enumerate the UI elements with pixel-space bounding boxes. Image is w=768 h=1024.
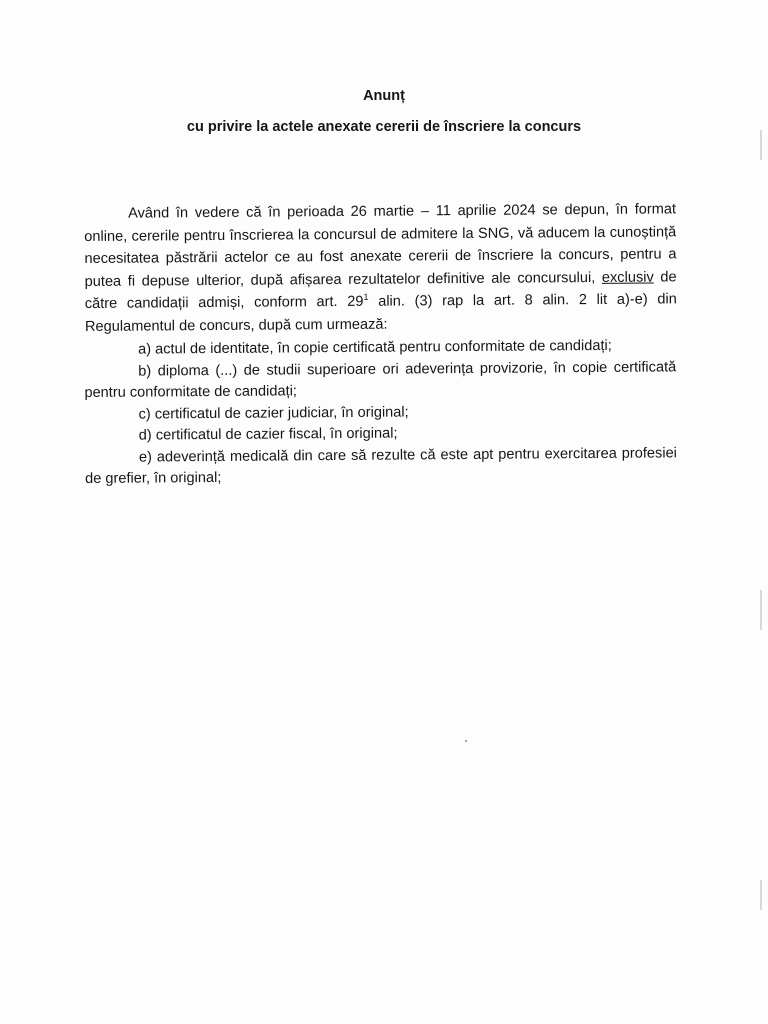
paragraph-text-2: de către candidații admiși, conform art. 29 bbox=[84, 269, 677, 313]
scan-edge-mark bbox=[760, 880, 762, 910]
scan-edge-mark bbox=[760, 130, 762, 160]
list-item: a) actul de identitate, în copie certificată pentru conformitate de candidați; bbox=[138, 337, 612, 358]
list-item: e) adeverință medicală din care să rezulte că este apt pentru exercitarea profesiei de grefier, în original; bbox=[85, 444, 677, 487]
article-superscript: 1 bbox=[363, 292, 369, 303]
list-item: b) diploma (...) de studii superioare ori adeverința provizorie, în copie certificată pentru conformitate de candidați; bbox=[84, 358, 677, 401]
document-subtitle: cu privire la actele anexate cererii de înscriere la concurs bbox=[186, 119, 582, 135]
paragraph-text-3: alin. (3) rap la art. 8 alin. 2 lit a)-e) din Regulamentul de concurs, după cum urmează: bbox=[84, 291, 677, 335]
paragraph-underlined-word: exclusiv bbox=[601, 269, 654, 286]
scan-speck bbox=[465, 740, 467, 742]
paragraph-text-1: Având în vedere că în perioada 26 martie – 11 aprilie 2024 se depun, în format online, cererile pentru înscrierea la concursul de admitere la SNG, vă aducem la cunoștință necesitatea păstrării actelor ce au fost anexate cererii de înscriere la concurs, pentru a putea fi depuse ulterior, după afișarea rezultatelor definitive ale concursului, bbox=[84, 201, 677, 290]
scan-edge-mark bbox=[760, 590, 762, 630]
list-item: d) certificatul de cazier fiscal, în original; bbox=[138, 425, 398, 444]
document-title: Anunț bbox=[363, 88, 405, 104]
required-documents-list bbox=[84, 335, 677, 490]
list-item: c) certificatul de cazier judiciar, în original; bbox=[138, 403, 409, 423]
intro-paragraph bbox=[84, 198, 677, 338]
